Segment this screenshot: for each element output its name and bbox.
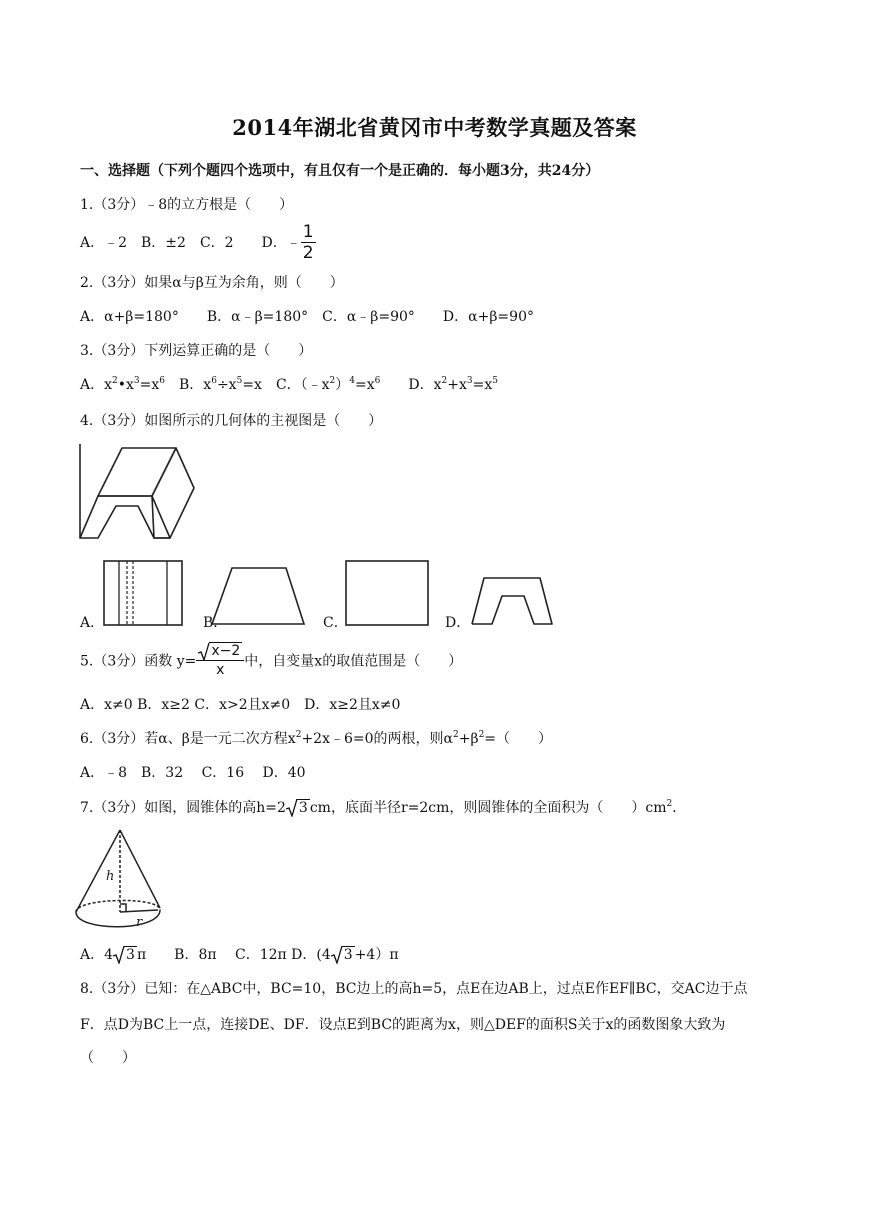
q7-sup: 2 bbox=[666, 799, 673, 809]
q7-opt-text: A．4 bbox=[80, 947, 114, 963]
q4-option-c-figure bbox=[345, 560, 429, 626]
fraction-one-half bbox=[301, 224, 316, 262]
question-8-line-1: 8.（3分）已知：在△ABC中，BC=10，BC边上的高h=5，点E在边AB上，过点E作EF∥BC，交AC边于点 bbox=[80, 981, 748, 997]
question-3-options bbox=[80, 374, 498, 394]
q5-text-post: 中，自变量x的取值范围是（ ） bbox=[244, 653, 463, 670]
q3-sup: 5 bbox=[236, 376, 243, 386]
sqrt-radical bbox=[198, 644, 242, 658]
q4-option-b-label: B． bbox=[203, 615, 228, 631]
q3-sup: 2 bbox=[112, 376, 118, 386]
cone-radius-label: r bbox=[136, 915, 143, 930]
q7-text: ． bbox=[672, 800, 687, 816]
sqrt-radical bbox=[113, 947, 137, 963]
fraction-denominator: 2 bbox=[302, 243, 314, 263]
page-title: 2014年湖北省黄冈市中考数学真题及答案 bbox=[232, 115, 637, 140]
question-6-options: A．﹣8 B．32 C．16 D．40 bbox=[80, 765, 306, 781]
q3-text: =x bbox=[355, 377, 375, 393]
radical-sign-icon bbox=[113, 946, 125, 964]
q4-option-a-figure bbox=[103, 560, 183, 626]
q3-sup: 2 bbox=[441, 376, 448, 386]
q4-option-d-figure bbox=[470, 576, 554, 626]
sqrt-content: 3 bbox=[298, 800, 308, 816]
q4-option-d-label: D． bbox=[445, 615, 471, 631]
q3-sup: 4 bbox=[349, 376, 356, 386]
question-1-options-text: A．﹣2 B．±2 C．2 D．﹣ bbox=[80, 235, 301, 251]
question-6-stem bbox=[80, 728, 552, 748]
q3-text: ÷x bbox=[216, 377, 237, 393]
question-4-stem: 4.（3分）如图所示的几何体的主视图是（ ） bbox=[80, 413, 383, 429]
fraction-numerator bbox=[196, 644, 244, 661]
fraction-sqrt-over-x bbox=[196, 644, 244, 677]
question-7-options bbox=[80, 944, 399, 964]
q5-text-pre: 5.（3分）函数 y= bbox=[80, 653, 197, 670]
question-3-stem: 3.（3分）下列运算正确的是（ ） bbox=[80, 343, 313, 359]
q3-text-b: B．x bbox=[165, 377, 212, 393]
q4-option-c-label: C． bbox=[323, 615, 348, 631]
q7-text: cm，底面半径r=2cm，则圆锥体的全面积为（ ）cm bbox=[309, 800, 667, 816]
q6-sup: 2 bbox=[478, 730, 485, 740]
section-heading: 一、选择题（下列个题四个选项中，有且仅有一个是正确的．每小题3分，共24分） bbox=[80, 163, 600, 179]
q4-option-a-label: A． bbox=[80, 615, 105, 631]
q3-text: =x bbox=[139, 377, 160, 393]
q7-opt-text: +4）π bbox=[354, 947, 399, 963]
q3-sup: 6 bbox=[159, 376, 166, 386]
question-5-options: A．x≠0 B．x≥2 C．x>2且x≠0 D．x≥2且x≠0 bbox=[80, 697, 401, 713]
q6-text: =（ ） bbox=[484, 731, 553, 747]
q3-text-a: A．x bbox=[80, 377, 113, 393]
sqrt-radical bbox=[286, 800, 310, 816]
sqrt-content: 3 bbox=[343, 947, 353, 963]
sqrt-content: x−2 bbox=[211, 643, 241, 659]
question-2-options: A．α+β=180° B．α﹣β=180° C．α﹣β=90° D．α+β=90° bbox=[80, 309, 534, 325]
q3-text: ） bbox=[335, 377, 350, 393]
radical-sign-icon bbox=[331, 946, 343, 964]
q3-sup: 6 bbox=[211, 376, 217, 386]
question-7-stem bbox=[80, 797, 686, 817]
question-8-line-2: F．点D为BC上一点，连接DE、DF．设点E到BC的距离为x，则△DEF的面积S关于x的函数图象大致为 bbox=[80, 1017, 726, 1033]
fraction-numerator: 1 bbox=[302, 222, 314, 242]
question-2-stem: 2.（3分）如果α与β互为余角，则（ ） bbox=[80, 275, 344, 291]
q7-text: 7.（3分）如图，圆锥体的高h=2 bbox=[80, 800, 286, 816]
q3-text: =x bbox=[472, 377, 493, 393]
q3-text: =x C．（﹣x bbox=[242, 377, 330, 393]
q3-text: •x bbox=[117, 377, 134, 393]
q6-sup: 2 bbox=[453, 730, 459, 740]
q3-sup: 3 bbox=[133, 376, 140, 386]
question-5-stem bbox=[80, 644, 462, 677]
q6-sup: 2 bbox=[295, 730, 302, 740]
cone-height-label: h bbox=[106, 869, 115, 884]
q3-text-d: D．x bbox=[380, 377, 442, 393]
question-8-line-3: （ ） bbox=[80, 1050, 136, 1066]
question-1-options bbox=[80, 224, 316, 262]
sqrt-content: 3 bbox=[126, 947, 135, 963]
cone-figure bbox=[72, 828, 164, 932]
q6-text: 6.（3分）若α、β是一元二次方程x bbox=[80, 731, 296, 747]
solid-figure bbox=[78, 444, 198, 540]
q3-sup: 3 bbox=[466, 376, 473, 386]
q6-text: +β bbox=[458, 731, 479, 747]
radical-sign-icon bbox=[286, 799, 298, 817]
q3-sup: 5 bbox=[492, 376, 498, 386]
q3-sup: 2 bbox=[329, 376, 336, 386]
q3-sup: 6 bbox=[374, 376, 381, 386]
q7-opt-text: π B．8π C．12π D．(4 bbox=[136, 947, 331, 963]
q4-option-b-figure bbox=[210, 566, 306, 626]
q3-text: +x bbox=[447, 377, 467, 393]
fraction-denominator: x bbox=[216, 662, 225, 678]
radical-sign-icon bbox=[198, 643, 210, 661]
question-1-stem: 1.（3分）﹣8的立方根是（ ） bbox=[80, 197, 294, 213]
q6-text: +2x﹣6=0的两根，则α bbox=[301, 731, 453, 747]
sqrt-radical bbox=[331, 947, 355, 963]
